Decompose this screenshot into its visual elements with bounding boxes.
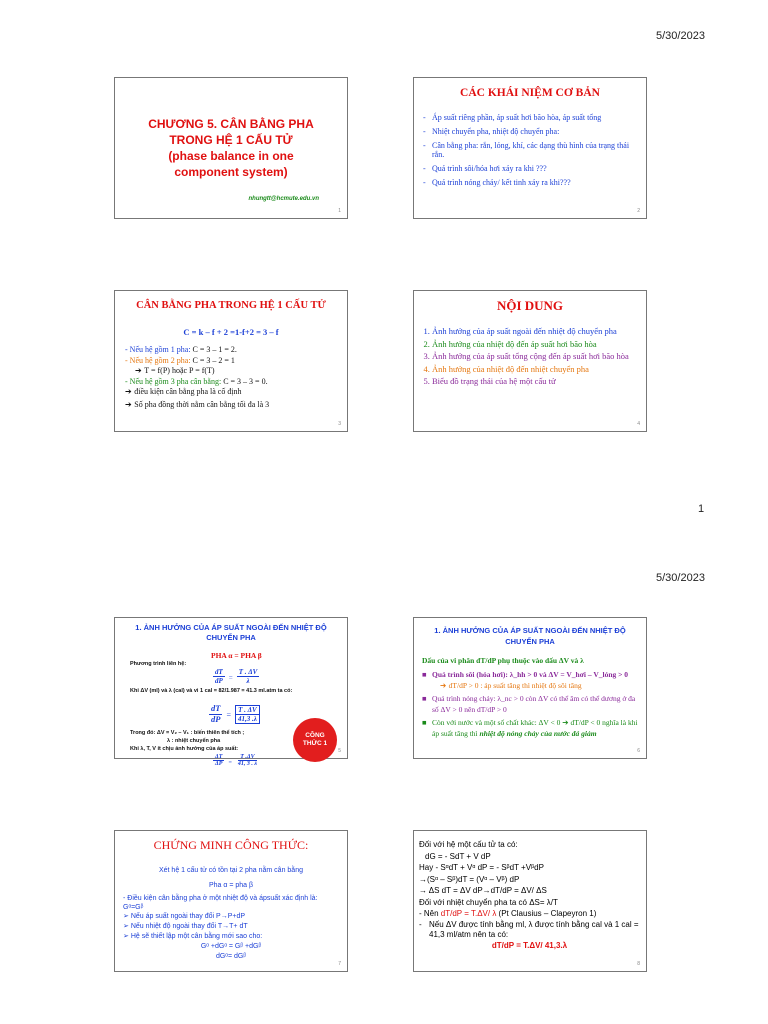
arrow-right-icon: ➔	[562, 718, 569, 727]
page1-date: 5/30/2023	[656, 30, 705, 42]
list-item: 2. Ảnh hưởng của nhiệt độ đến áp suất hơi bão hòa	[432, 340, 634, 350]
slide-1-title-line2: TRONG HỆ 1 CẤU TỬ	[169, 133, 293, 147]
final-formula: dT/dP = T.ΔV/ 41,3.λ	[491, 940, 568, 950]
clapeyron-prefix: Nên	[423, 909, 441, 918]
list-item: - Quá trình sôi/hóa hơi xảy ra khi ???	[422, 164, 636, 173]
eq2-lhs-num: dT	[211, 703, 221, 713]
slide-6-intro: Dấu của vi phân dT/dP phụ thuộc vào dấu ΔV và λ	[422, 656, 584, 665]
slide-number: 6	[637, 748, 640, 754]
clapeyron-note: (Pt Clausius – Clapeyron 1)	[496, 909, 597, 918]
slide-3-body	[125, 345, 339, 410]
eq1-num: T . ΔV	[238, 667, 258, 676]
slide-2-list	[422, 113, 636, 192]
arrow-icon: ➢	[123, 933, 131, 940]
list-item: - Áp suất riêng phần, áp suất hơi bão hòa, áp suất tổng	[422, 113, 636, 122]
calorie-note: Khi ΔV (ml) và λ (cal) và vì 1 cal = 82/1.987 = 41.3 ml.atm ta có:	[130, 688, 293, 694]
slide-number: 8	[637, 961, 640, 967]
eq2-lhs-den: dP	[211, 713, 221, 724]
water-text-a: Còn với nước và một số chất khác: ΔV < 0	[432, 718, 563, 727]
arrow-icon: ➢	[123, 913, 131, 920]
system-statement: Xét hệ 1 cấu tử có tồn tại 2 pha nằm cân bằng	[158, 867, 303, 874]
dash: -	[419, 919, 422, 929]
intro-line: Đối với hệ một cấu tử ta có:	[419, 840, 518, 849]
melting-text: Quá trình nóng chảy: λ_nc > 0 còn ΔV có thể âm có thể dương ở đa số ΔV > 0 nên dT/dP > 0	[432, 694, 636, 714]
equation-3: $\frac{\Delta T}{\Delta P}$ = $\frac{T .\Delta V}{41, 3 . \lambda}$	[215, 753, 257, 767]
eq3-lhs-den: ΔP	[215, 760, 223, 767]
function-line: T = f(P) hoặc P = f(T)	[144, 366, 215, 375]
eq1-lhs-num: dT	[215, 667, 223, 676]
slide-3	[114, 290, 348, 432]
arrow-icon: ➢	[123, 923, 131, 930]
dash: -	[125, 345, 130, 354]
one-phase-label: Nếu hệ gồm 1 pha:	[129, 345, 193, 354]
formula-1-badge	[293, 718, 337, 762]
entropy-line: Đối với nhiệt chuyển pha ta có ΔS= λ/T	[419, 897, 558, 907]
two-phase-value: C = 3 – 2 = 1	[192, 355, 235, 365]
dash: -	[125, 355, 130, 365]
equation-2: $\frac{dT}{dP}$ = $\frac{T . \Delta V}{41,3 .\lambda}$	[209, 704, 260, 724]
list-item: - Nhiệt chuyển pha, nhiệt độ chuyển pha:	[422, 127, 636, 136]
eq3-num: T .ΔV	[240, 753, 255, 760]
gibbs-equation: Gᵅ +dGᵅ = Gᵝ +dGᵝ	[200, 943, 262, 950]
phase-rule-formula: C = k – f + 2 =1-f+2 = 3 – f	[183, 327, 279, 337]
arrow-right-icon: ➔	[135, 366, 145, 375]
slide-7-title: CHỨNG MINH CÔNG THỨC:	[153, 838, 309, 852]
page2-date: 5/30/2023	[656, 572, 705, 584]
boiling-result	[422, 681, 640, 692]
slide-number: 1	[338, 208, 341, 214]
slide-2	[413, 77, 647, 219]
slide-1-title-line3: (phase balance in one	[168, 149, 294, 163]
equality-line: Hay - SᵅdT + Vᵅ dP = - SᵝdT +VᵝdP	[419, 863, 544, 872]
ratio-line: → ΔS dT = ΔV dP→dT/dP = ΔV/ ΔS	[419, 886, 547, 895]
equilibrium-condition: - Điều kiện cân bằng pha ở một nhiệt độ và ápsuất xác định là: Gᵅ=Gᵝ	[123, 895, 318, 911]
arrow-right-icon: ➔	[440, 680, 449, 690]
slide-number: 7	[338, 961, 341, 967]
three-phase-label: Nếu hệ gồm 3 pha cân bằng:	[129, 376, 224, 386]
slide-1-title	[115, 116, 347, 180]
slide-4-title: NỘI DUNG	[496, 298, 564, 313]
page-number: 1	[698, 503, 705, 515]
badge-line2: THỨC 1	[302, 740, 328, 747]
eq2-num: T . ΔV	[238, 705, 257, 714]
slide-7	[114, 830, 348, 972]
slide-6	[413, 617, 647, 759]
rearranged-line: →(Sᵅ – Sᵝ)dT = (Vᵅ – Vᵝ) dP	[419, 874, 520, 884]
arrow-right-icon: ➔	[125, 399, 135, 409]
slide-7-body	[123, 866, 339, 962]
new-equilibrium: Hệ sẽ thiết lập một cân bằng mới sao cho:	[130, 933, 263, 940]
phase-equality: Pha α = pha β	[208, 882, 254, 889]
badge-line1: CÔNG	[305, 732, 325, 739]
slide-number: 3	[338, 421, 341, 427]
water-text-b: dT/dP < 0 nghĩa là khi áp suất tăng thì	[432, 718, 638, 738]
unit-note: Nếu ΔV được tính bằng ml, λ được tính bằng cal và 1 cal = 41,3 ml/atm nên ta có:	[429, 919, 639, 939]
water-text-c: nhiệt độ nóng chảy của nước đá giảm	[479, 728, 597, 738]
fixed-condition-line: điều kiện cân bằng pha là cố định	[134, 387, 242, 396]
clapeyron-formula: dT/dP = T.ΔV/ λ	[440, 909, 497, 918]
slide-number: 4	[637, 421, 640, 427]
relation-label: Phương trình liên hệ:	[130, 661, 187, 667]
dash: -	[419, 909, 424, 918]
pressure-change: Nếu áp suất ngoài thay đổi P→P+dP	[130, 913, 246, 920]
max-phase-line: Số pha đồng thời nằm cân bằng tối đa là 3	[134, 399, 270, 409]
list-item: 3. Ảnh hưởng của áp suất tổng cộng đến áp suất hơi bão hòa	[432, 352, 634, 362]
list-item: - Cân bằng pha: rắn, lỏng, khí, các dạng thù hình của trạng thái rắn.	[422, 141, 636, 159]
three-phase-value: C = 3 – 3 = 0.	[223, 376, 268, 386]
eq1-den: λ	[246, 676, 250, 685]
slide-number: 2	[637, 208, 640, 214]
arrow-right-icon: ➔	[125, 387, 135, 396]
list-item: 4. Ảnh hưởng của nhiệt độ đến nhiệt chuyển pha	[432, 365, 634, 375]
slide-6-title: 1. ẢNH HƯỞNG CỦA ÁP SUẤT NGOÀI ĐẾN NHIỆT ĐỘ CHUYỂN PHA	[434, 626, 626, 646]
pressure-note: Khi λ, T, V ít chịu ảnh hưởng của áp suất:	[130, 746, 239, 752]
author-email: nhungtt@hcmute.edu.vn	[248, 196, 319, 202]
temperature-change: Nếu nhiệt độ ngoài thay đổi T→T+ dT	[130, 923, 248, 930]
slide-8-body	[419, 839, 640, 951]
dg-equation: dG = - SdT + V dP	[425, 851, 491, 861]
latent-heat-note: λ : nhiệt chuyển pha	[167, 738, 221, 744]
melting-bullet: ■ Quá trình nóng chảy: λ_nc > 0 còn ΔV có thể âm có thể dương ở đa số ΔV > 0 nên dT/dP > 0	[422, 694, 636, 714]
slide-1-title-line4: component system)	[174, 165, 288, 179]
eq3-lhs-num: ΔT	[215, 753, 223, 760]
dash: -	[125, 376, 130, 386]
one-phase-value: C = 3 – 1 = 2.	[192, 345, 237, 354]
list-item: 1. Ảnh hưởng của áp suất ngoài đến nhiệt độ chuyển pha	[432, 327, 634, 337]
list-item: - Quá trình nóng chảy/ kết tinh xảy ra khi???	[422, 178, 636, 187]
boiling-result-text: dT/dP > 0 : áp suất tăng thì nhiệt độ sôi tăng	[448, 680, 582, 690]
water-bullet: ■ Còn với nước và một số chất khác: ΔV < 0 ➔ dT/dP < 0 nghĩa là khi áp suất tăng thì nhiệt độ nóng chảy của nước đá giảm	[422, 718, 638, 738]
boiling-text: Quá trình sôi (hóa hơi): λ_hh > 0 và ΔV = V_hơi – V_lỏng > 0	[432, 670, 629, 679]
slide-8	[413, 830, 647, 972]
volume-change-note: Trong đó: ΔV = V₂ – V₁ : biến thiên thể tích ;	[130, 730, 245, 736]
gibbs-differential: dGᵅ= dGᵝ	[215, 953, 247, 960]
slide-5-title: 1. ẢNH HƯỞNG CỦA ÁP SUẤT NGOÀI ĐẾN NHIỆT ĐỘ CHUYỂN PHA	[135, 623, 327, 642]
slide-6-body	[422, 670, 640, 739]
two-phase-label: Nếu hệ gồm 2 pha:	[129, 355, 193, 365]
content-list	[420, 327, 634, 390]
slide-3-title: CÂN BẰNG PHA TRONG HỆ 1 CẤU TỬ	[136, 300, 326, 311]
eq3-den: 41, 3 . λ	[237, 760, 257, 767]
eq2-den: 41,3 .λ	[237, 714, 257, 723]
equation-1: $\frac{dT}{dP}$ = $\frac{T . \Delta V}{\lambda}$	[215, 667, 258, 685]
slide-2-title: CÁC KHÁI NIỆM CƠ BẢN	[460, 87, 600, 99]
boiling-bullet: ■ Quá trình sôi (hóa hơi): λ_hh > 0 và ΔV = V_hơi – V_lỏng > 0	[422, 670, 629, 679]
slide-1	[114, 77, 348, 219]
slide-number: 5	[338, 748, 341, 754]
slide-4	[413, 290, 647, 432]
phase-equality: PHA α = PHA β	[211, 651, 262, 660]
list-item: 5. Biểu đồ trạng thái của hệ một cấu tử	[432, 377, 634, 387]
slide-1-title-line1: CHƯƠNG 5. CÂN BẰNG PHA	[148, 117, 314, 131]
eq1-lhs-den: dP	[215, 676, 223, 685]
